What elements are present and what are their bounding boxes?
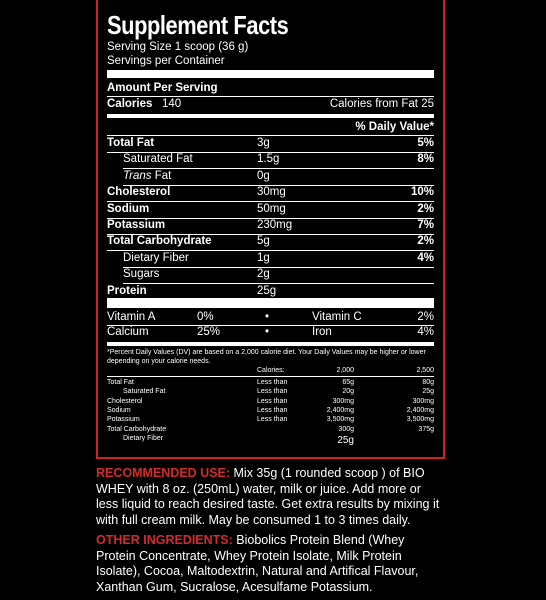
footnote: *Percent Daily Values (DV) are based on a 2,000 calorie diet. Your Daily Values may be higher or lower depending on your calorie needs. xyxy=(107,349,426,365)
dv-row-name: Saturated Fat xyxy=(123,388,166,396)
nutrient-name: Sugars xyxy=(123,268,160,281)
nutrient-dv: 10% xyxy=(410,186,434,199)
calories-from-fat: Calories from Fat 25 xyxy=(329,98,434,110)
dv-col-2500: 2,500 xyxy=(416,367,434,374)
nutrient-name: Sodium xyxy=(107,202,150,215)
dv-row-2000: 65g xyxy=(342,379,354,386)
vitamin-dv: 0% xyxy=(197,311,214,323)
dv-row-name: Sodium xyxy=(107,406,131,414)
vitamin-name: Vitamin C xyxy=(312,311,362,323)
bullet: • xyxy=(265,326,270,338)
nutrient-name: Total Fat xyxy=(107,137,155,149)
dv-row-2000: 25g xyxy=(337,434,354,446)
dv-row-name: Total Carbohydrate xyxy=(107,425,167,433)
dv-row-qualifier: Less than xyxy=(257,379,288,386)
bullet: • xyxy=(265,311,270,323)
nutrient-amount: 3g xyxy=(257,137,270,149)
medium-divider xyxy=(107,342,434,346)
nutrient-name: Cholesterol xyxy=(107,186,171,199)
dv-row-2500: 25g xyxy=(422,388,434,396)
dv-row-2000: 20g xyxy=(342,388,354,396)
other-ingredients xyxy=(96,533,445,595)
row-divider xyxy=(107,325,434,326)
vitamin-dv: 25% xyxy=(197,326,221,338)
serving-size: Serving Size 1 scoop (36 g) xyxy=(107,41,249,53)
servings-per-container: Servings per Container xyxy=(107,55,225,67)
nutrient-amount: 1g xyxy=(257,251,270,264)
vitamin-name: Calcium xyxy=(107,326,149,338)
vitamin-dv: 2% xyxy=(417,311,434,323)
dv-row-name: Dietary Fiber xyxy=(123,434,164,442)
dv-row-name: Cholesterol xyxy=(107,397,143,405)
nutrient-dv: 2% xyxy=(417,202,434,215)
row-divider xyxy=(123,283,434,284)
nutrient-name: Trans Fat xyxy=(123,169,172,182)
dv-row-2500: 2,400mg xyxy=(406,406,434,414)
vitamin-dv: 4% xyxy=(417,326,434,338)
amount-per-serving: Amount Per Serving xyxy=(107,82,218,94)
row-divider xyxy=(123,267,434,268)
dv-row-2500: 375g xyxy=(418,425,434,433)
daily-value-header: % Daily Value* xyxy=(355,121,434,133)
nutrient-amount: 30mg xyxy=(257,186,286,199)
recommended-use-text: Mix 35g (1 rounded scoop ) of BIO WHEY with 8 oz. (250mL) water, milk or juice. Add more or less liquid to reach desired taste. Get extra results by mixing it with full cream milk. May be consumed 1 to 3 times daily. xyxy=(96,466,440,527)
dv-row-2000: 3,500mg xyxy=(326,416,354,424)
calories-label: Calories xyxy=(107,98,153,110)
dv-col-2000: 2,000 xyxy=(336,367,354,374)
nutrient-dv: 4% xyxy=(417,251,434,264)
dv-row-2500: 300mg xyxy=(412,397,434,405)
dv-row-2500: 3,500mg xyxy=(406,416,434,424)
vitamin-name: Vitamin A xyxy=(107,311,156,323)
nutrient-dv: 5% xyxy=(417,137,434,149)
nutrient-dv: 8% xyxy=(417,153,434,166)
dv-row-qualifier: Less than xyxy=(257,388,288,396)
other-ingredients-text: Biobolics Protein Blend (Whey Protein Concentrate, Whey Protein Isolate, Milk Protein Isolate), Cocoa, Maltodextrin, Natural and Artifical Flavour, Xanthan Gum, Sucralose, Acesulfame Potassium. xyxy=(96,533,419,594)
thick-divider xyxy=(107,298,434,308)
other-ingredients-label: OTHER INGREDIENTS: xyxy=(96,533,233,547)
supplement-panel xyxy=(96,0,445,600)
vitamin-name: Iron xyxy=(312,326,332,338)
dv-row-name: Potassium xyxy=(107,416,140,424)
nutrient-name: Saturated Fat xyxy=(123,153,193,166)
dv-row-qualifier: Less than xyxy=(257,416,288,424)
nutrient-amount: 1.5g xyxy=(257,153,280,166)
label-title: Supplement Facts xyxy=(107,10,289,40)
nutrient-amount: 2g xyxy=(257,268,270,281)
divider xyxy=(107,96,434,97)
recommended-use xyxy=(96,466,445,528)
dv-row-2500: 80g xyxy=(422,379,434,386)
dv-row-2000: 300g xyxy=(338,425,354,433)
nutrient-name: Total Carbohydrate xyxy=(107,235,212,248)
medium-divider xyxy=(107,114,434,118)
calories-value: 140 xyxy=(162,98,182,110)
dv-row-qualifier: Less than xyxy=(257,397,288,405)
dv-row-qualifier: Less than xyxy=(257,406,288,414)
nutrient-amount: 50mg xyxy=(257,202,286,215)
nutrient-dv: 7% xyxy=(417,219,434,231)
dv-row-name: Total Fat xyxy=(107,379,134,386)
divider xyxy=(107,135,434,136)
thick-divider xyxy=(107,70,434,78)
dv-calories-label: Calories: xyxy=(257,367,285,374)
nutrient-amount: 5g xyxy=(257,235,270,248)
dv-table-divider xyxy=(107,376,434,377)
nutrient-name: Potassium xyxy=(107,219,166,231)
recommended-use-label: RECOMMENDED USE: xyxy=(96,466,231,480)
nutrient-amount: 25g xyxy=(257,284,277,297)
dv-row-2000: 300mg xyxy=(332,397,354,405)
supplement-facts-label xyxy=(96,0,445,459)
nutrient-name: Dietary Fiber xyxy=(123,251,189,264)
dv-row-2000: 2,400mg xyxy=(326,406,354,414)
nutrient-name: Protein xyxy=(107,284,147,297)
nutrient-dv: 2% xyxy=(417,235,434,248)
nutrient-amount: 0g xyxy=(257,169,270,182)
nutrient-amount: 230mg xyxy=(257,219,293,231)
